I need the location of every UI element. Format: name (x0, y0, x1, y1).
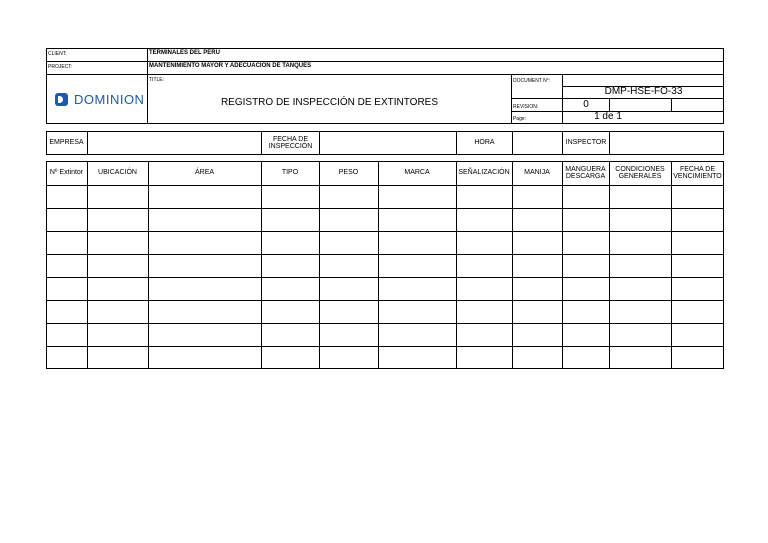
column-header: ÁREA (194, 169, 215, 177)
table-cell[interactable] (610, 209, 671, 231)
table-cell[interactable] (262, 255, 319, 277)
table-cell[interactable] (47, 209, 87, 231)
table-cell[interactable] (672, 255, 724, 277)
table-cell[interactable] (563, 278, 609, 300)
table-cell[interactable] (563, 347, 609, 369)
table-cell[interactable] (262, 186, 319, 208)
table-cell[interactable] (88, 301, 148, 323)
divider (671, 98, 672, 111)
logo-text: DOMINION (74, 92, 145, 107)
table-cell[interactable] (320, 232, 378, 254)
empresa-field[interactable] (88, 132, 261, 154)
table-cell[interactable] (563, 255, 609, 277)
table-cell[interactable] (457, 209, 512, 231)
table-cell[interactable] (149, 232, 261, 254)
table-cell[interactable] (47, 232, 87, 254)
table-cell[interactable] (563, 209, 609, 231)
client-label: CLIENT: (48, 51, 67, 57)
table-cell[interactable] (379, 232, 456, 254)
table-cell[interactable] (88, 209, 148, 231)
table-cell[interactable] (563, 301, 609, 323)
table-cell[interactable] (88, 186, 148, 208)
table-cell[interactable] (379, 301, 456, 323)
table-cell[interactable] (379, 278, 456, 300)
table-cell[interactable] (262, 278, 319, 300)
table-cell[interactable] (88, 347, 148, 369)
title-label: TITLE: (149, 77, 165, 83)
table-cell[interactable] (457, 301, 512, 323)
table-cell[interactable] (88, 232, 148, 254)
column-header: CONDICIONES GENERALES (615, 165, 665, 180)
table-cell[interactable] (149, 209, 261, 231)
inspector-field[interactable] (610, 132, 724, 154)
table-cell[interactable] (47, 347, 87, 369)
table-cell[interactable] (88, 255, 148, 277)
fecha-inspeccion-field[interactable] (320, 132, 456, 154)
document-title: REGISTRO DE INSPECCIÓN DE EXTINTORES (220, 97, 439, 108)
table-cell[interactable] (610, 232, 671, 254)
table-cell[interactable] (513, 186, 562, 208)
table-cell[interactable] (149, 301, 261, 323)
divider (147, 48, 148, 124)
table-cell[interactable] (513, 324, 562, 346)
table-cell[interactable] (457, 186, 512, 208)
dominion-logo-icon (55, 93, 68, 106)
table-cell[interactable] (457, 255, 512, 277)
project-label: PROJECT: (48, 64, 73, 70)
table-cell[interactable] (672, 209, 724, 231)
empresa-label: EMPRESA (49, 139, 84, 147)
table-cell[interactable] (47, 255, 87, 277)
column-header: MANIJA (524, 169, 550, 177)
table-cell[interactable] (149, 347, 261, 369)
table-cell[interactable] (672, 347, 724, 369)
table-cell[interactable] (672, 324, 724, 346)
table-cell[interactable] (672, 301, 724, 323)
table-cell[interactable] (320, 278, 378, 300)
table-cell[interactable] (149, 186, 261, 208)
table-cell[interactable] (672, 232, 724, 254)
column-header: FECHA DE VENCIMIENTO (673, 165, 722, 180)
table-cell[interactable] (379, 347, 456, 369)
column-header: UBICACIÓN (98, 169, 137, 177)
table-cell[interactable] (379, 186, 456, 208)
table-cell[interactable] (47, 278, 87, 300)
divider (511, 74, 512, 124)
column-header: TIPO (281, 169, 299, 177)
table-cell[interactable] (320, 255, 378, 277)
table-cell[interactable] (47, 186, 87, 208)
table-cell[interactable] (610, 324, 671, 346)
table-cell[interactable] (262, 347, 319, 369)
document-number: DMP-HSE-FO-33 (604, 86, 683, 97)
table-cell[interactable] (513, 301, 562, 323)
page-label: Page: (513, 116, 527, 122)
table-cell[interactable] (262, 301, 319, 323)
table-cell[interactable] (610, 301, 671, 323)
table-cell[interactable] (262, 209, 319, 231)
hora-label: HORA (474, 139, 495, 147)
table-cell[interactable] (320, 186, 378, 208)
table-cell[interactable] (379, 324, 456, 346)
column-header: Nº Extintor (49, 169, 84, 177)
table-cell[interactable] (457, 278, 512, 300)
table-cell[interactable] (262, 232, 319, 254)
page-number: 1 de 1 (594, 111, 622, 122)
table-cell[interactable] (149, 255, 261, 277)
table-cell[interactable] (672, 278, 724, 300)
table-cell[interactable] (262, 324, 319, 346)
table-cell[interactable] (88, 324, 148, 346)
column-header: PESO (338, 169, 359, 177)
table-cell[interactable] (320, 347, 378, 369)
table-cell[interactable] (513, 232, 562, 254)
table-cell[interactable] (47, 301, 87, 323)
dominion-logo (55, 92, 144, 107)
table-cell[interactable] (320, 324, 378, 346)
table-cell[interactable] (610, 255, 671, 277)
revision-value: 0 (583, 99, 589, 110)
inspector-label: INSPECTOR (565, 139, 607, 147)
table-cell[interactable] (320, 209, 378, 231)
table-cell[interactable] (149, 324, 261, 346)
table-cell[interactable] (457, 232, 512, 254)
table-cell[interactable] (513, 255, 562, 277)
table-cell[interactable] (563, 232, 609, 254)
table-cell[interactable] (457, 324, 512, 346)
table-cell[interactable] (379, 255, 456, 277)
revision-label: REVISION: (513, 104, 539, 110)
table-cell[interactable] (610, 347, 671, 369)
table-cell[interactable] (47, 324, 87, 346)
hora-field[interactable] (513, 132, 562, 154)
divider (609, 98, 610, 111)
document-number-label: DOCUMENT N°: (513, 78, 551, 84)
column-header: MANGUERA DESCARGA (565, 165, 606, 180)
fecha-inspeccion-label: FECHA DE INSPECCIÓN (268, 135, 313, 150)
table-cell[interactable] (513, 209, 562, 231)
client-value: TERMINALES DEL PERU (149, 50, 220, 56)
table-cell[interactable] (513, 278, 562, 300)
table-cell[interactable] (457, 347, 512, 369)
table-cell[interactable] (672, 186, 724, 208)
table-cell[interactable] (513, 347, 562, 369)
project-value: MANTENIMIENTO MAYOR Y ADECUACION DE TANQUES (149, 63, 312, 69)
table-cell[interactable] (88, 278, 148, 300)
table-cell[interactable] (149, 278, 261, 300)
table-cell[interactable] (379, 209, 456, 231)
column-header: SEÑALIZACIÓN (458, 169, 510, 177)
table-cell[interactable] (320, 301, 378, 323)
column-header: MARCA (404, 169, 430, 177)
table-cell[interactable] (563, 186, 609, 208)
table-cell[interactable] (563, 324, 609, 346)
table-cell[interactable] (610, 278, 671, 300)
table-cell[interactable] (610, 186, 671, 208)
divider (511, 98, 724, 99)
